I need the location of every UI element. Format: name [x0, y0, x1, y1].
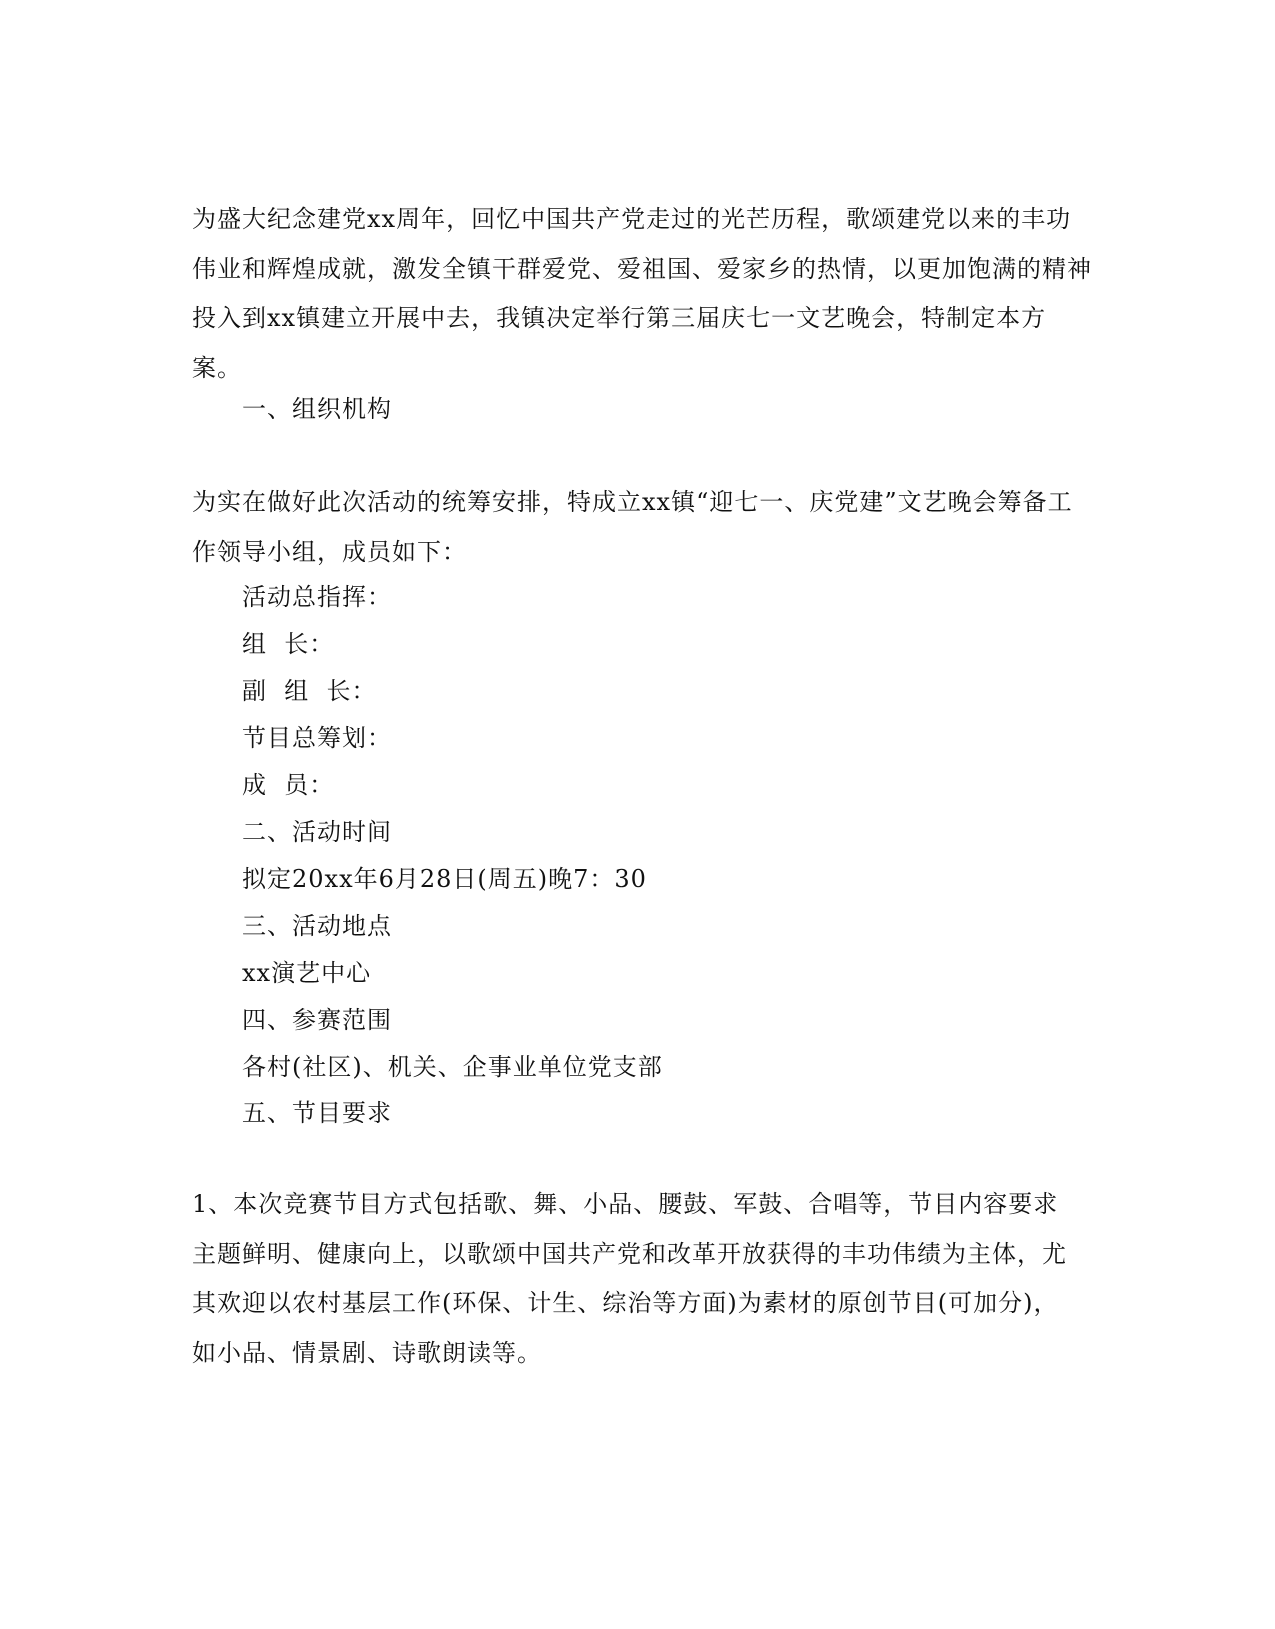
role-members: 成 员： — [242, 771, 335, 799]
section5-item1: 1、本次竞赛节目方式包括歌、舞、小品、腰鼓、军鼓、合唱等，节目内容要求主题鲜明、健康向上，以歌颂中国共产党和改革开放获得的丰功伟绩为主体，尤其欢迎以农村基层工作(环保、计生、综治等方面)为素材的原创节目(可加分)，如小品、情景剧、诗歌朗读等。 — [192, 1190, 1067, 1367]
section2-heading: 二、活动时间 — [242, 818, 392, 846]
section2-text: 拟定20xx年6月28日(周五)晚7：30 — [242, 865, 647, 893]
section1-heading: 一、组织机构 — [242, 395, 392, 423]
section1-paragraph: 为实在做好此次活动的统筹安排，特成立xx镇“迎七一、庆党建”文艺晚会筹备工作领导小组，成员如下： — [192, 488, 1073, 566]
intro-paragraph: 为盛大纪念建党xx周年，回忆中国共产党走过的光芒历程，歌颂建党以来的丰功伟业和辉煌成就，激发全镇干群爱党、爱祖国、爱家乡的热情，以更加饱满的精神投入到xx镇建立开展中去，我镇决定举行第三届庆七一文艺晚会，特制定本方案。 — [192, 205, 1092, 382]
role-leader: 组 长： — [242, 630, 335, 658]
section3-heading: 三、活动地点 — [242, 912, 392, 940]
section4-heading: 四、参赛范围 — [242, 1006, 392, 1034]
section5-heading: 五、节目要求 — [242, 1099, 392, 1127]
role-deputy-leader: 副 组 长： — [242, 677, 377, 705]
role-commander: 活动总指挥： — [242, 583, 392, 611]
section4-text: 各村(社区)、机关、企事业单位党支部 — [242, 1053, 663, 1081]
section3-text: xx演艺中心 — [242, 959, 372, 987]
role-planner: 节目总筹划： — [242, 724, 392, 752]
